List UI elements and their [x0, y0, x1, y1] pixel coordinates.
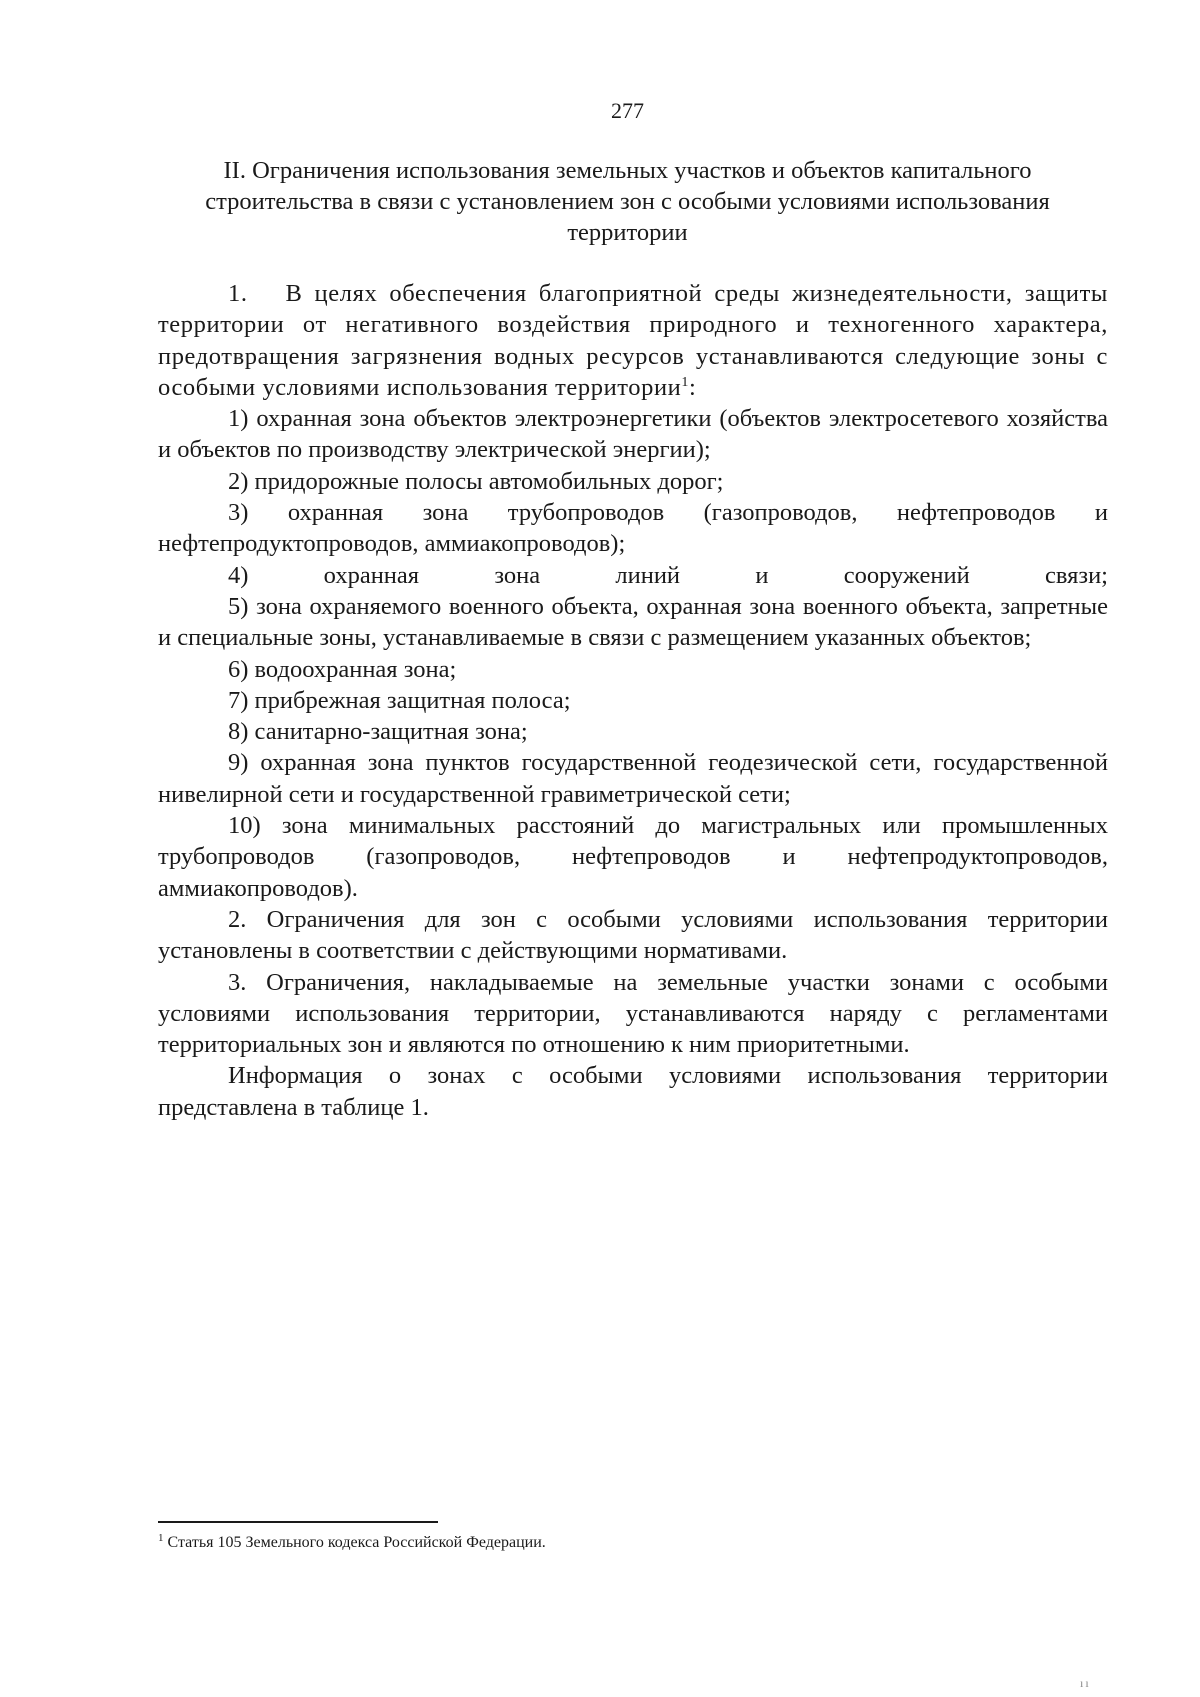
- paragraph-2: 2. Ограничения для зон с особыми условиями использования территории установлены в соответствии с действующими нормативами.: [158, 905, 1108, 965]
- footnote-mark: 1: [158, 1531, 164, 1544]
- list-item-8: 8) санитарно-защитная зона;: [228, 718, 528, 746]
- list-item-5: 5) зона охраняемого военного объекта, охранная зона военного объекта, запретные и специальные зоны, устанавливаемые в связи с размещением указанных объектов;: [158, 592, 1108, 652]
- footnote-text: Статья 105 Земельного кодекса Российской Федерации.: [167, 1534, 546, 1551]
- section-title: [150, 155, 1105, 248]
- list-item-1: 1) охранная зона объектов электроэнергетики (объектов электросетевого хозяйства и объектов по производству электрической энергии);: [158, 405, 1108, 464]
- paragraph-3: 3. Ограничения, накладываемые на земельные участки зонами с особыми условиями использования территории, устанавливаются наряду с регламентами территориальных зон и являются по отношению к ним приоритетными.: [158, 968, 1108, 1059]
- footnote-divider: [158, 1521, 438, 1523]
- paragraph-text: 1. В целях обеспечения благоприятной среды жизнедеятельности, защиты территории от негативного воздействия природного и техногенного характера, предотвращения загрязнения водных ресурсов устанавливаются следующие зоны с особыми условиями использования территории: [158, 280, 1108, 401]
- list-item-9: 9) охранная зона пунктов государственной геодезической сети, государственной нивелирной сети и государственной гравиметрической сети;: [158, 749, 1108, 808]
- section-title-line: II. Ограничения использования земельных участков и объектов капитального: [223, 157, 1032, 184]
- list-item-6: 6) водоохранная зона;: [228, 655, 457, 683]
- page-number: 277: [611, 98, 644, 123]
- list-item-7: 7) прибрежная защитная полоса;: [228, 686, 571, 714]
- list-item-2: 2) придорожные полосы автомобильных дорог;: [228, 467, 724, 495]
- list-item-10: 10) зона минимальных расстояний до магистральных или промышленных трубопроводов (газопроводов, нефтепроводов и нефтепродуктопроводов, аммиакопроводов).: [158, 812, 1108, 902]
- section-title-line: территории: [567, 219, 688, 246]
- list-item-3: 3) охранная зона трубопроводов (газопроводов, нефтепроводов и нефтепродуктопроводов, аммиакопроводов);: [158, 499, 1108, 558]
- body-text: [158, 278, 1108, 1123]
- paragraph-info: Информация о зонах с особыми условиями использования территории представлена в таблице 1.: [158, 1062, 1108, 1121]
- footnote-reference: 1: [681, 374, 689, 390]
- paragraph-tail: :: [689, 373, 697, 401]
- footnote: [158, 1533, 1058, 1553]
- list-item-4: 4) охранная зона линий и сооружений связи;: [228, 561, 1108, 589]
- section-title-line: строительства в связи с установлением зон с особыми условиями использования: [205, 188, 1050, 215]
- scan-artifact: ıı: [1080, 1676, 1091, 1690]
- paragraph-1: [158, 278, 1108, 403]
